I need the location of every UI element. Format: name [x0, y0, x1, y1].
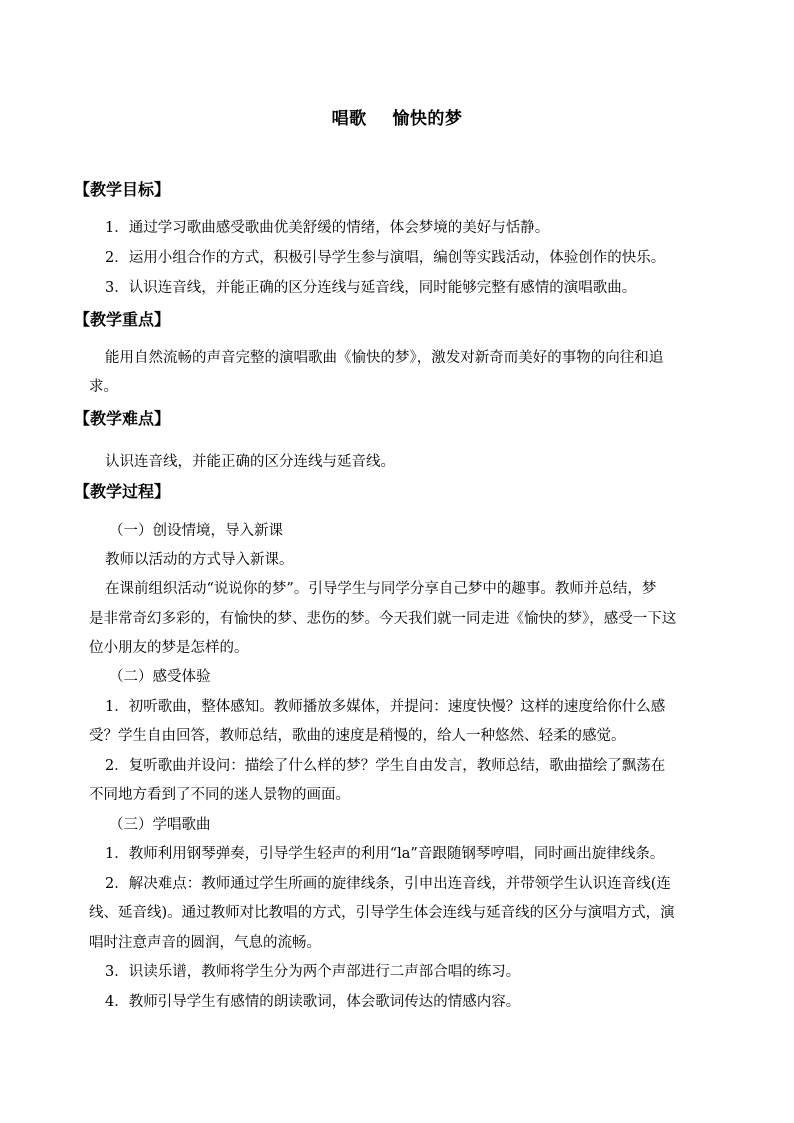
- objective-item-3: 3．认识连音线，并能正确的区分连线与延音线，同时能够完整有感情的演唱歌曲。: [105, 280, 637, 296]
- page-title: 唱歌 愉快的梦: [331, 109, 463, 129]
- process-part3-line-5: 3．识读乐谱，教师将学生分为两个声部进行二声部合唱的练习。: [105, 964, 521, 980]
- heading-process: 【教学过程】: [74, 482, 171, 501]
- process-part2-line-1: 1．初听歌曲，整体感知。教师播放多媒体，并提问：速度快慢？这样的速度给你什么感: [105, 699, 666, 715]
- process-part1-line-2: 在课前组织活动“说说你的梦”。引导学生与同学分享自己梦中的趣事。教师并总结，梦: [105, 581, 657, 597]
- objective-item-1: 1．通过学习歌曲感受歌曲优美舒缓的情绪，体会梦境的美好与恬静。: [105, 220, 550, 236]
- process-part3-line-4: 唱时注意声音的圆润，气息的流畅。: [89, 935, 321, 951]
- process-part3-line-1: 1．教师利用钢琴弹奏，引导学生轻声的利用“la”音跟随钢琴哼唱，同时画出旋律线条。: [105, 846, 665, 862]
- process-part1-line-4: 位小朋友的梦是怎样的。: [89, 640, 249, 656]
- process-part3-line-2: 2．解决难点：教师通过学生所画的旋律线条，引申出连音线，并带领学生认识连音线(连: [105, 876, 671, 892]
- heading-difficulties: 【教学难点】: [74, 409, 171, 428]
- key-points-line-1: 能用自然流畅的声音完整的演唱歌曲《愉快的梦》，激发对新奇而美好的事物的向往和追: [105, 350, 664, 366]
- key-points-line-2: 求。: [89, 379, 118, 395]
- objective-item-2: 2．运用小组合作的方式，积极引导学生参与演唱，编创等实践活动，体验创作的快乐。: [105, 250, 666, 266]
- process-part3-line-6: 4．教师引导学生有感情的朗读歌词，体会歌词传达的情感内容。: [105, 994, 521, 1010]
- process-part2-line-2: 受？学生自由回答，教师总结，歌曲的速度是稍慢的，给人一种悠然、轻柔的感觉。: [89, 728, 626, 744]
- process-part1-line-1: 教师以活动的方式导入新课。: [105, 552, 294, 568]
- process-part3-line-3: 线、延音线)。通过教师对比教唱的方式，引导学生体会连线与延音线的区分与演唱方式，演: [89, 905, 675, 921]
- process-subheading-2: （二）感受体验: [109, 669, 211, 685]
- heading-objectives: 【教学目标】: [74, 180, 171, 199]
- process-part1-line-3: 是非常奇幻多彩的，有愉快的梦、悲伤的梦。今天我们就一同走进《愉快的梦》，感受一下这: [89, 611, 677, 627]
- difficulties-line-1: 认识连音线，并能正确的区分连线与延音线。: [105, 454, 395, 470]
- process-subheading-3: （三）学唱歌曲: [109, 817, 211, 833]
- heading-key-points: 【教学重点】: [74, 310, 171, 329]
- process-part2-line-4: 不同地方看到了不同的迷人景物的画面。: [89, 787, 350, 803]
- process-part2-line-3: 2．复听歌曲并设问：描绘了什么样的梦？学生自由发言，教师总结，歌曲描绘了飘荡在: [105, 758, 666, 774]
- process-subheading-1: （一）创设情境，导入新课: [109, 523, 283, 539]
